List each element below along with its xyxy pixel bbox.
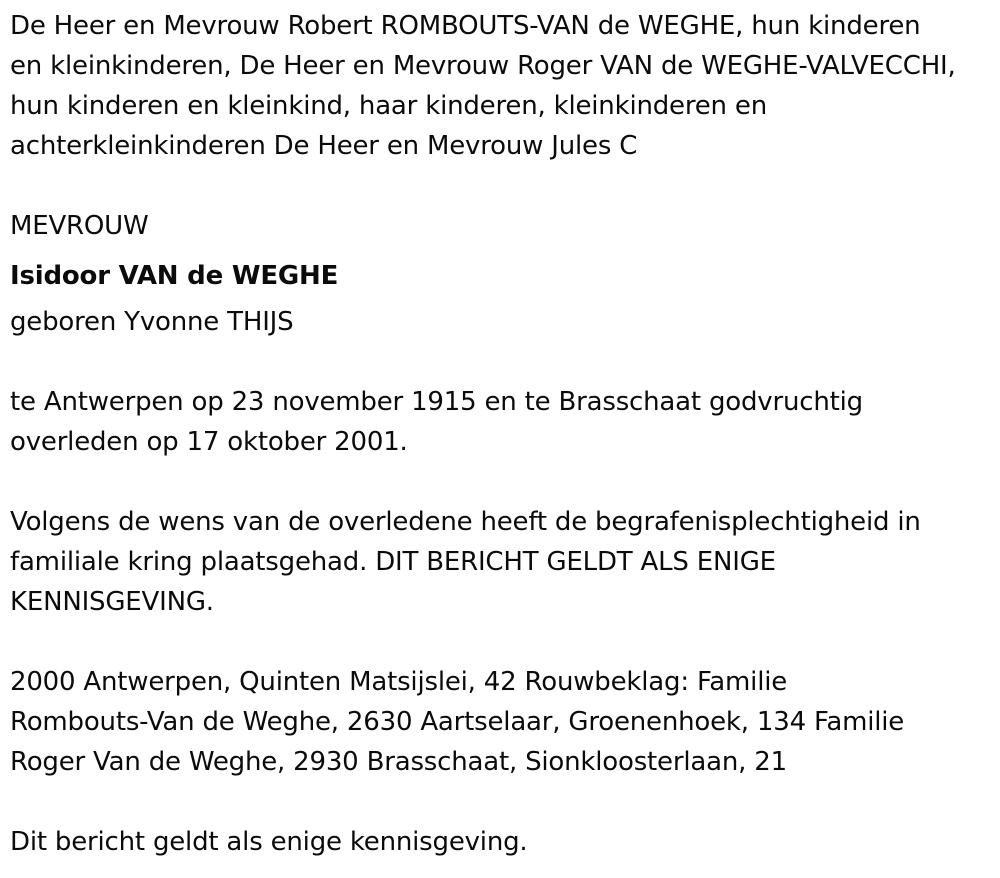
address-line: 2000 Antwerpen, Quinten Matsijslei, 42 Rouwbeklag: Familie [10, 667, 788, 697]
intro-paragraph [10, 6, 992, 166]
spacer [10, 342, 992, 382]
salutation: MEVROUW [10, 211, 149, 241]
address-paragraph [10, 662, 992, 782]
death-notice [10, 6, 992, 862]
closing-line: Dit bericht geldt als enige kennisgeving. [10, 827, 528, 857]
spacer [10, 166, 992, 206]
dates-line: te Antwerpen op 23 november 1915 en te Brasschaat godvruchtig [10, 387, 863, 417]
funeral-line: Volgens de wens van de overledene heeft de begrafenisplechtigheid in [10, 507, 921, 537]
birth-name: geboren Yvonne THIJS [10, 307, 294, 337]
spacer [10, 782, 992, 822]
funeral-line: KENNISGEVING. [10, 587, 214, 617]
funeral-line: familiale kring plaatsgehad. DIT BERICHT GELDT ALS ENIGE [10, 547, 776, 577]
address-line: Roger Van de Weghe, 2930 Brasschaat, Sionkloosterlaan, 21 [10, 747, 787, 777]
deceased-name: Isidoor VAN de WEGHE [10, 261, 339, 291]
intro-line: en kleinkinderen, De Heer en Mevrouw Roger VAN de WEGHE-VALVECCHI, [10, 51, 956, 81]
intro-line: hun kinderen en kleinkind, haar kinderen, kleinkinderen en [10, 91, 767, 121]
intro-line: achterkleinkinderen De Heer en Mevrouw Jules C [10, 131, 638, 161]
intro-line: De Heer en Mevrouw Robert ROMBOUTS-VAN de WEGHE, hun kinderen [10, 11, 921, 41]
spacer [10, 462, 992, 502]
dates-line: overleden op 17 oktober 2001. [10, 427, 408, 457]
funeral-paragraph [10, 502, 992, 622]
spacer [10, 622, 992, 662]
address-line: Rombouts-Van de Weghe, 2630 Aartselaar, Groenenhoek, 134 Familie [10, 707, 905, 737]
dates-paragraph [10, 382, 992, 462]
